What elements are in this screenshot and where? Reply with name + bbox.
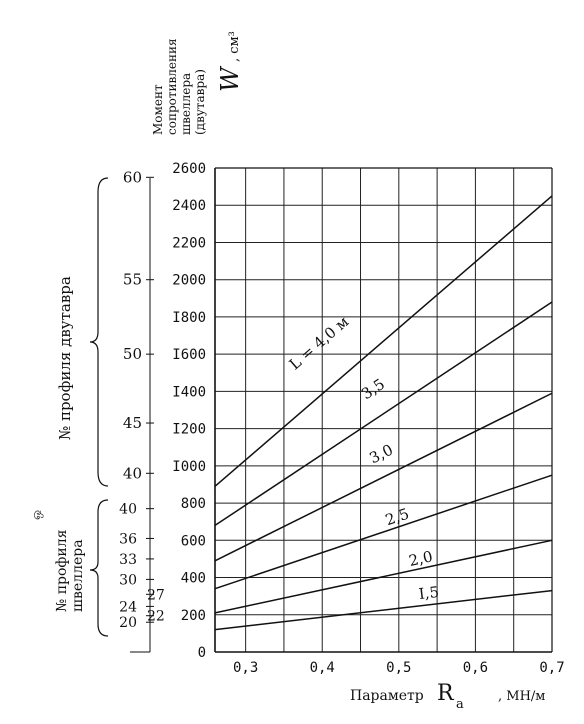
dvutavr-axis-label: № профиля двутавра <box>56 276 74 440</box>
shveller-tick-label: 20 <box>119 615 137 632</box>
y-tick-label: I200 <box>172 421 206 438</box>
shveller-axis-label-line: № профиля <box>54 529 70 612</box>
series-label: 3,5 <box>358 374 388 404</box>
x-tick-label: 0,3 <box>232 660 259 676</box>
y-axis-label-line: Момент <box>151 84 165 135</box>
y-tick-label: 200 <box>180 607 206 624</box>
y-axis-unit: , см³ <box>227 31 242 62</box>
shveller-tick-label: 33 <box>119 551 137 568</box>
y-tick-label: 600 <box>180 533 206 550</box>
shveller-tick-label: 40 <box>119 501 137 518</box>
dvutavr-axis <box>56 178 108 486</box>
shveller-tick-label: 24 <box>119 599 137 616</box>
y-tick-label: I600 <box>172 347 206 364</box>
dvutavr-tick-label: 45 <box>122 414 142 433</box>
y-tick-label: I400 <box>172 384 206 401</box>
shveller-tick-label: 22 <box>147 608 165 625</box>
y-axis-symbol: W <box>216 67 244 92</box>
shveller-tick-label: 27 <box>147 587 165 604</box>
y-axis-label-line: швеллера <box>179 72 193 135</box>
y-tick-label: 2000 <box>172 272 206 289</box>
y-tick-label: 800 <box>180 496 206 513</box>
x-axis-subscript: a <box>456 697 464 712</box>
dvutavr-tick-label: 40 <box>122 464 142 483</box>
y-tick-label: 2400 <box>172 198 206 215</box>
x-tick-label: 0,7 <box>539 660 565 676</box>
x-tick-label: 0,5 <box>386 660 412 676</box>
x-tick-label: 0,4 <box>309 660 335 676</box>
shveller-axis-label-line: швеллера <box>70 539 86 612</box>
y-tick-label: 2600 <box>172 161 206 177</box>
x-tick-label: 0,6 <box>462 660 489 676</box>
series-label: I,5 <box>417 582 440 604</box>
y-tick-label: 2200 <box>172 235 206 252</box>
y-tick-label: 0 <box>197 645 206 661</box>
x-axis-unit: , МН/м <box>498 689 546 704</box>
x-axis-title <box>350 681 545 712</box>
series-label: 3,0 <box>366 440 396 468</box>
series-line <box>215 540 552 613</box>
series-line <box>215 393 552 561</box>
y-tick-label: 400 <box>180 570 206 587</box>
x-axis-symbol: R <box>437 681 454 706</box>
shveller-axis <box>29 500 108 636</box>
dvutavr-tick-label: 50 <box>122 345 142 364</box>
x-axis-label: Параметр <box>350 688 424 704</box>
y-axis-label-line: (двутавра) <box>193 69 207 135</box>
shveller-brace <box>90 500 108 636</box>
ticks-group <box>119 161 564 676</box>
dvutavr-tick-label: 60 <box>122 168 142 187</box>
margin-mark: ஒ <box>29 509 43 520</box>
y-tick-label: I000 <box>172 458 206 475</box>
series-line <box>215 591 552 630</box>
series-label: 2,0 <box>407 547 435 571</box>
grid <box>215 168 552 652</box>
y-tick-label: I800 <box>172 309 206 326</box>
series-group <box>215 196 552 630</box>
y-axis-title <box>151 31 244 135</box>
series-label: L = 4,0 м <box>285 312 353 374</box>
shveller-tick-label: 36 <box>119 531 137 548</box>
dvutavr-brace <box>90 178 108 486</box>
y-axis-label-line: сопротивления <box>165 38 179 135</box>
shveller-tick-label: 30 <box>119 572 137 589</box>
series-label: 2,5 <box>383 504 412 530</box>
dvutavr-tick-label: 55 <box>122 270 142 289</box>
